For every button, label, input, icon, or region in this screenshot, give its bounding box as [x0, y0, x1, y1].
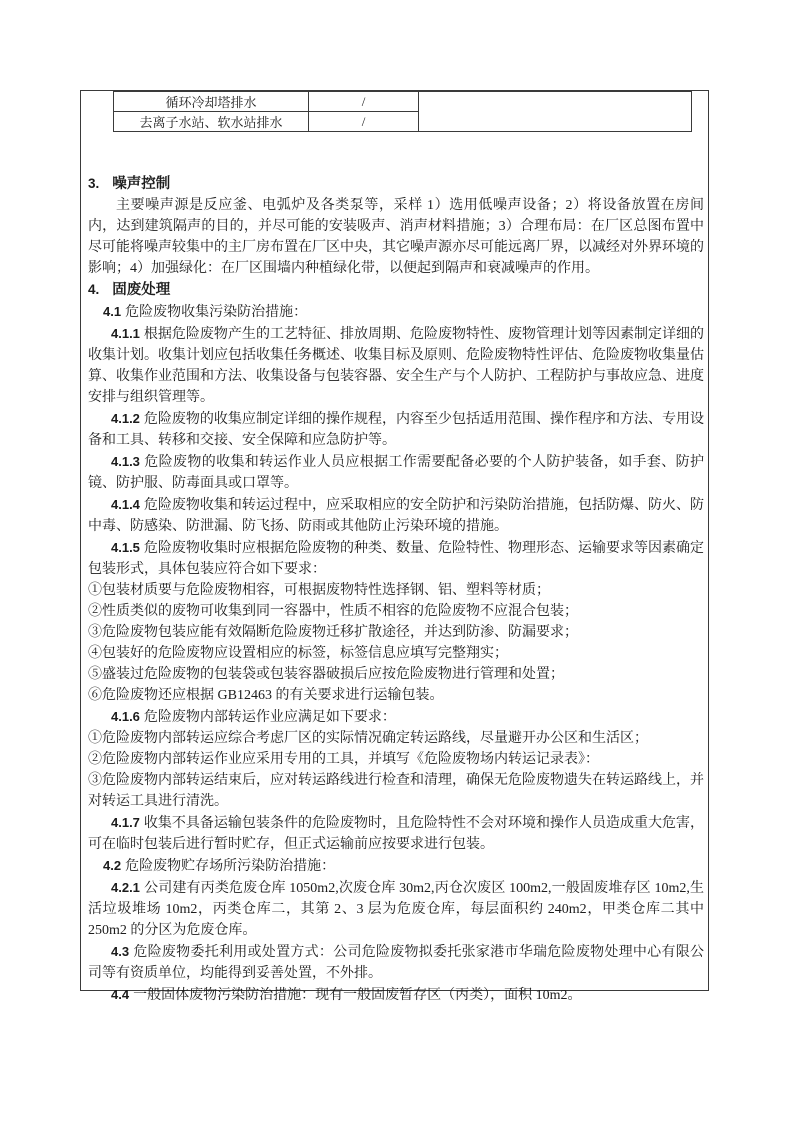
paragraph-4.1.5: 4.1.5 危险废物收集时应根据危险废物的种类、数量、危险特性、物理形态、运输要求等因素确定包装形式，具体包装应符合如下要求： [88, 540, 704, 577]
paragraph-4.3: 4.3 危险废物委托利用或处置方式：公司危险废物拟委托张家港市华瑞危险废物处理中心有限公司等有资质单位，均能得到妥善处置，不外排。 [88, 944, 704, 981]
paragraph-4.1.3: 4.1.3 危险废物的收集和转运作业人员应根据工作需要配备必要的个人防护装备，如手套、防护镜、防护服、防毒面具或口罩等。 [88, 454, 704, 491]
paragraph-number: 4.2 [103, 858, 122, 873]
solid-waste-paragraphs [88, 301, 704, 1006]
paragraph-number: 4.1.3 [111, 454, 140, 469]
heading-title: 固废处理 [112, 282, 171, 298]
paragraph-4.1: 4.1 危险废物收集污染防治措施： [103, 304, 308, 320]
table-row [114, 92, 692, 112]
paragraph-4.1.6: 4.1.6 危险废物内部转运作业应满足如下要求： [111, 709, 396, 725]
noise-control-heading [88, 173, 704, 195]
solid-waste-heading [88, 279, 704, 301]
noise-control-paragraph: 主要噪声源是反应釜、电弧炉及各类泵等，采样 1）选用低噪声设备；2）将设备放置在房间内，达到建筑隔声的目的，并尽可能的安装吸声、消声材料措施；3）合理布局：在厂区总图布置中尽可能将噪声较集中的主厂房布置在厂区中央，其它噪声源亦尽可能远离厂界，以减经对外界环境的影响；4）加强绿化：在厂区围墙内种植绿化带，以便起到隔声和衰减噪声的作用。 [88, 198, 704, 276]
paragraph-4.1.7: 4.1.7 收集不具备运输包装条件的危险废物时，且危险特性不会对环境和操作人员造成重大危害，可在临时包装后进行暂时贮存，但正式运输前应按要求进行包装。 [88, 815, 704, 852]
paragraph-number: 4.1.4 [111, 497, 140, 512]
report-table-cell [80, 90, 709, 1003]
heading-title: 噪声控制 [112, 176, 171, 192]
paragraph-list-item-14: ②危险废物内部转运作业应采用专用的工具，并填写《危险废物场内转运记录表》： [88, 752, 599, 767]
paragraph-4.1.1: 4.1.1 根据危险废物产生的工艺特征、排放周期、危险废物特性、废物管理计划等因素制定详细的收集计划。收集计划应包括收集任务概述、收集目标及原则、危险废物特性评估、危险废物收集量估算、收集作业范围和方法、收集设备与包装容器、安全生产与个人防护、工程防护与事故应急、进度安排与组织管理等。 [88, 326, 704, 405]
paragraph-4.4: 4.4 一般固体废物污染防治措施：现有一般固废暂存区（丙类），面积 10m2。 [111, 987, 582, 1003]
drainage-table [113, 91, 692, 132]
paragraph-number: 4.1.7 [111, 815, 140, 830]
paragraph-number: 4.1.1 [111, 326, 140, 341]
paragraph-4.1.2: 4.1.2 危险废物的收集应制定详细的操作规程，内容至少包括适用范围、操作程序和方法、专用设备和工具、转移和交接、安全保障和应急防护等。 [88, 411, 704, 448]
cell-text-content [81, 173, 708, 1006]
paragraph-list-item-9: ④包装好的危险废物应设置相应的标签，标签信息应填写完整翔实； [88, 646, 508, 661]
heading-number: 4. [88, 282, 100, 297]
drain-row-label: 去离子水站、软水站排水 [114, 112, 309, 132]
paragraph-list-item-7: ②性质类似的废物可收集到同一容器中，性质不相容的危险废物不应混合包装； [88, 604, 578, 619]
paragraph-number: 4.1.5 [111, 540, 140, 555]
paragraph-list-item-10: ⑤盛装过危险废物的包装袋或包装容器破损后应按危险废物进行管理和处置； [88, 667, 564, 682]
paragraph-number: 4.4 [111, 987, 130, 1002]
paragraph-number: 4.2.1 [111, 880, 140, 895]
paragraph-list-item-11: ⑥危险废物还应根据 GB12463 的有关要求进行运输包装。 [88, 688, 444, 703]
paragraph-4.1.4: 4.1.4 危险废物收集和转运过程中，应采取相应的安全防护和污染防治措施，包括防爆、防火、防中毒、防感染、防泄漏、防飞扬、防雨或其他防止污染环境的措施。 [88, 497, 704, 534]
drain-note-cell [419, 92, 692, 132]
paragraph-number: 4.1 [103, 304, 122, 319]
drain-row-value: / [309, 112, 419, 132]
heading-number: 3. [88, 176, 100, 191]
paragraph-list-item-13: ①危险废物内部转运应综合考虑厂区的实际情况确定转运路线，尽量避开办公区和生活区； [88, 731, 648, 746]
paragraph-number: 4.3 [111, 944, 130, 959]
paragraph-list-item-8: ③危险废物包装应能有效隔断危险废物迁移扩散途径，并达到防渗、防漏要求； [88, 625, 578, 640]
paragraph-number: 4.1.2 [111, 411, 140, 426]
drain-row-value: / [309, 92, 419, 112]
paragraph-list-item-15: ③危险废物内部转运结束后，应对转运路线进行检查和清理，确保无危险废物遗失在转运路线上，并对转运工具进行清洗。 [88, 773, 704, 809]
paragraph-4.2: 4.2 危险废物贮存场所污染防治措施： [103, 858, 336, 874]
paragraph-number: 4.1.6 [111, 709, 140, 724]
paragraph-4.2.1: 4.2.1 公司建有丙类危废仓库 1050m2,次废仓库 30m2,丙仓次废区 100m2,一般固废堆存区 10m2,生活垃圾堆场 10m2，丙类仓库二，其第 2、3 层为危废仓库，每层面积约 240m2，甲类仓库二其中 250m2 的分区为危废仓库。 [88, 880, 704, 938]
drain-row-label: 循环冷却塔排水 [114, 92, 309, 112]
paragraph-list-item-6: ①包装材质要与危险废物相容，可根据废物特性选择钢、铝、塑料等材质； [88, 583, 550, 598]
